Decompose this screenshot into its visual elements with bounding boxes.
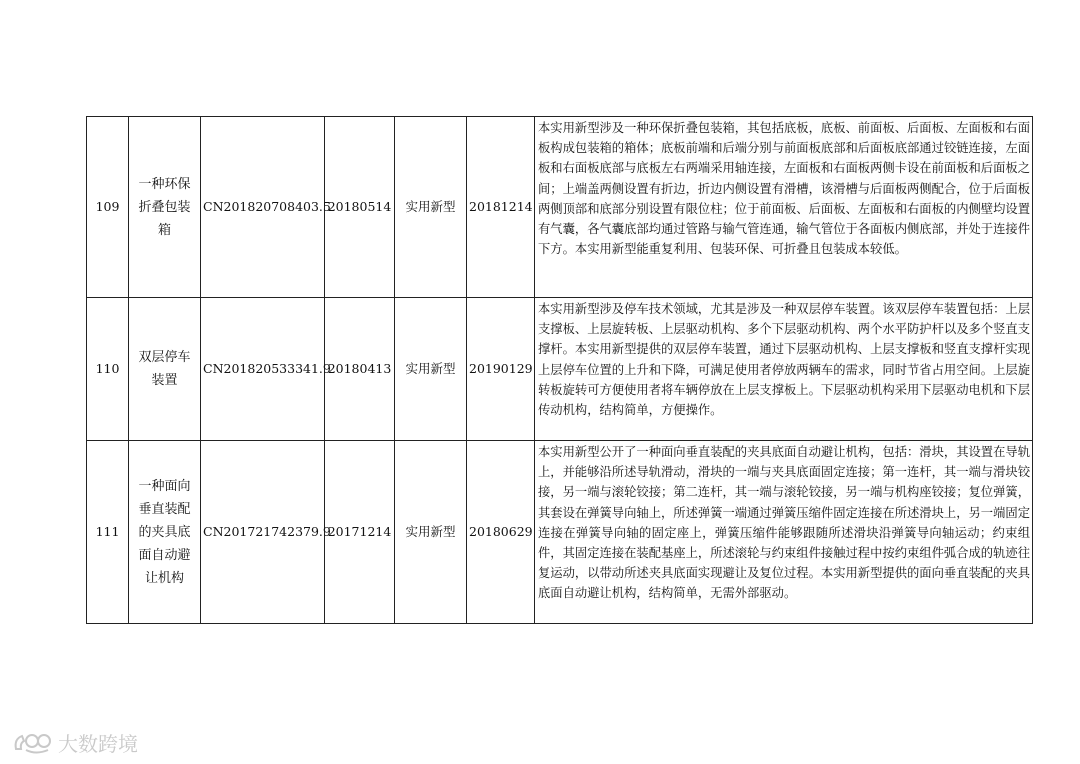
patent-type: 实用新型 (395, 117, 467, 298)
patent-name: 一种面向垂直装配的夹具底面自动避让机构 (129, 441, 201, 624)
patent-abstract: 本实用新型涉及一种环保折叠包装箱，其包括底板，底板、前面板、后面板、左面板和右面板构成包装箱的箱体；底板前端和后端分别与前面板底部和后面板底部通过铰链连接，左面板和右面板底部与底板左右两端采用轴连接，左面板和右面板两侧卡设在前面板和后面板之间；上端盖两侧设置有折边，折边内侧设置有滑槽，该滑槽与后面板两侧配合，位于后面板两侧顶部和底部分别设置有限位柱；位于前面板、后面板、左面板和右面板的内侧壁均设置有气囊，各气囊底部均通过管路与输气管连通，输气管位于各面板内侧底部，并处于连接件下方。本实用新型能重复利用、包装环保、可折叠且包装成本较低。 (535, 117, 1033, 298)
application-date: 20180514 (325, 117, 395, 298)
grant-date: 20180629 (467, 441, 535, 624)
patent-abstract: 本实用新型涉及停车技术领域，尤其是涉及一种双层停车装置。该双层停车装置包括：上层支撑板、上层旋转板、上层驱动机构、多个下层驱动机构、两个水平防护杆以及多个竖直支撑杆。本实用新型提供的双层停车装置，通过下层驱动机构、上层支撑板和竖直支撑杆实现上层停车位置的上升和下降，可满足使用者停放两辆车的需求，同时节省占用空间。上层旋转板旋转可方便使用者将车辆停放在上层支撑板上。下层驱动机构采用下层驱动电机和下层传动机构，结构简单，方便操作。 (535, 298, 1033, 441)
row-number: 110 (87, 298, 129, 441)
grant-date: 20181214 (467, 117, 535, 298)
patent-name: 一种环保折叠包装箱 (129, 117, 201, 298)
watermark-text: 大数跨境 (58, 732, 138, 756)
patent-table (86, 116, 1033, 624)
patent-number: CN201721742379.9 (201, 441, 325, 624)
row-number: 109 (87, 117, 129, 298)
patent-type: 实用新型 (395, 441, 467, 624)
patent-number: CN201820708403.5 (201, 117, 325, 298)
patent-abstract: 本实用新型公开了一种面向垂直装配的夹具底面自动避让机构，包括：滑块，其设置在导轨上，并能够沿所述导轨滑动，滑块的一端与夹具底面固定连接；第一连杆，其一端与滑块铰接，另一端与滚轮铰接；第二连杆，其一端与滚轮铰接，另一端与机构座铰接；复位弹簧，其套设在弹簧导向轴上，所述弹簧一端通过弹簧压缩件固定连接在所述滑块上，另一端固定连接在弹簧导向轴的固定座上，弹簧压缩件能够跟随所述滑块沿弹簧导向轴运动；约束组件，其固定连接在装配基座上，所述滚轮与约束组件接触过程中按约束组件弧合成的轨迹往复运动，以带动所述夹具底面实现避让及复位过程。本实用新型提供的面向垂直装配的夹具底面自动避让机构，结构简单，无需外部驱动。 (535, 441, 1033, 624)
application-date: 20180413 (325, 298, 395, 441)
table-row (87, 441, 1033, 624)
patent-name: 双层停车装置 (129, 298, 201, 441)
patent-type: 实用新型 (395, 298, 467, 441)
watermark (12, 728, 138, 757)
table-row (87, 298, 1033, 441)
table-row (87, 117, 1033, 298)
grant-date: 20190129 (467, 298, 535, 441)
application-date: 20171214 (325, 441, 395, 624)
patent-number: CN201820533341.9 (201, 298, 325, 441)
row-number: 111 (87, 441, 129, 624)
brand-logo-icon (12, 731, 52, 755)
